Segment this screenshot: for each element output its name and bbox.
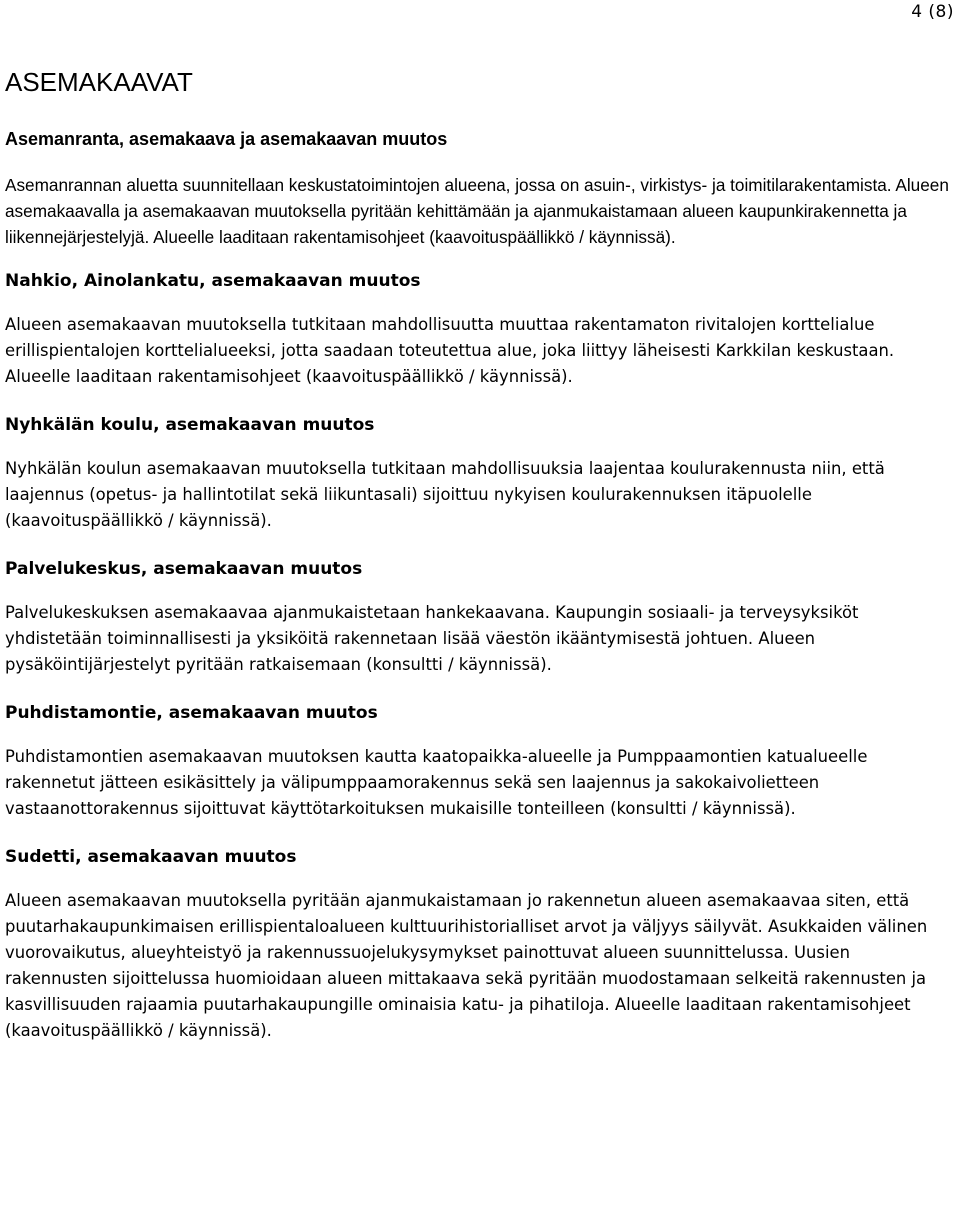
section-puhdistamontie — [5, 700, 955, 822]
document-title: ASEMAKAAVAT — [5, 67, 193, 97]
section-heading: Nyhkälän koulu, asemakaavan muutos — [5, 415, 375, 435]
page-number: 4 (8) — [911, 2, 954, 22]
section-heading: Nahkio, Ainolankatu, asemakaavan muutos — [5, 271, 421, 291]
section-text: Palvelukeskuksen asemakaavaa ajanmukaistetaan hankekaavana. Kaupungin sosiaali- ja terveysyksiköt yhdistetään toiminnallisesti ja yksiköitä rakennetaan lisää väestön ikääntymisestä johtuen. Alueen pysäköintijärjestelyt pyritään ratkaisemaan (konsultti / käynnissä). — [5, 603, 859, 674]
section-text: Asemanrannan aluetta suunnitellaan keskustatoimintojen alueena, jossa on asuin-, virkistys- ja toimitilarakentamista. Alueen asemakaavalla ja asemakaavan muutoksella pyritään kehittämään ja ajanmukaistamaan alueen kaupunkirakennetta ja liikennejärjestelyjä. Alueelle laaditaan rakentamisohjeet (kaavoituspäällikkö / käynnissä). — [5, 175, 949, 247]
section-asemanranta — [5, 126, 955, 250]
section-text: Nyhkälän koulun asemakaavan muutoksella tutkitaan mahdollisuuksia laajentaa koulurakennusta niin, että laajennus (opetus- ja hallintotilat sekä liikuntasali) sijoittuu nykyisen koulurakennuksen itäpuolelle (kaavoituspäällikkö / käynnissä). — [5, 459, 885, 530]
section-heading: Asemanranta, asemakaava ja asemakaavan muutos — [5, 129, 448, 149]
section-heading: Puhdistamontie, asemakaavan muutos — [5, 703, 378, 723]
section-nyhkalan-koulu — [5, 412, 955, 534]
section-heading: Palvelukeskus, asemakaavan muutos — [5, 559, 363, 579]
section-text: Alueen asemakaavan muutoksella pyritään ajanmukaistamaan jo rakennetun alueen asemakaavaa siten, että puutarhakaupunkimaisen erillispientaloalueen kulttuurihistorialliset arvot ja väljyys säilyvät. Asukkaiden välinen vuorovaikutus, alueyhteistyö ja rakennussuojelukysymykset painottuvat alueen suunnittelussa. Uusien rakennusten sijoittelussa huomioidaan alueen mittakaava sekä pyritään muodostamaan selkeitä rakennusten ja kasvillisuuden rajaamia puutarhakaupungille ominaisia katu- ja pihatiloja. Alueelle laaditaan rakentamisohjeet (kaavoituspäällikkö / käynnissä). — [5, 891, 928, 1040]
section-palvelukeskus — [5, 556, 955, 678]
section-nahkio — [5, 268, 955, 390]
section-text: Puhdistamontien asemakaavan muutoksen kautta kaatopaikka-alueelle ja Pumppaamontien katualueelle rakennetut jätteen esikäsittely ja välipumppaamorakennus sekä sen laajennus ja sakokaivolietteen vastaanottorakennus sijoittuvat käyttötarkoituksen mukaisille tonteilleen (konsultti / käynnissä). — [5, 747, 868, 818]
section-sudetti — [5, 844, 955, 1044]
section-text: Alueen asemakaavan muutoksella tutkitaan mahdollisuutta muuttaa rakentamaton rivitalojen korttelialue erillispientalojen korttelialueeksi, jotta saadaan toteutettua alue, joka liittyy läheisesti Karkkilan keskustaan. Alueelle laaditaan rakentamisohjeet (kaavoituspäällikkö / käynnissä). — [5, 315, 895, 386]
document-body — [5, 66, 955, 1066]
section-heading: Sudetti, asemakaavan muutos — [5, 847, 297, 867]
